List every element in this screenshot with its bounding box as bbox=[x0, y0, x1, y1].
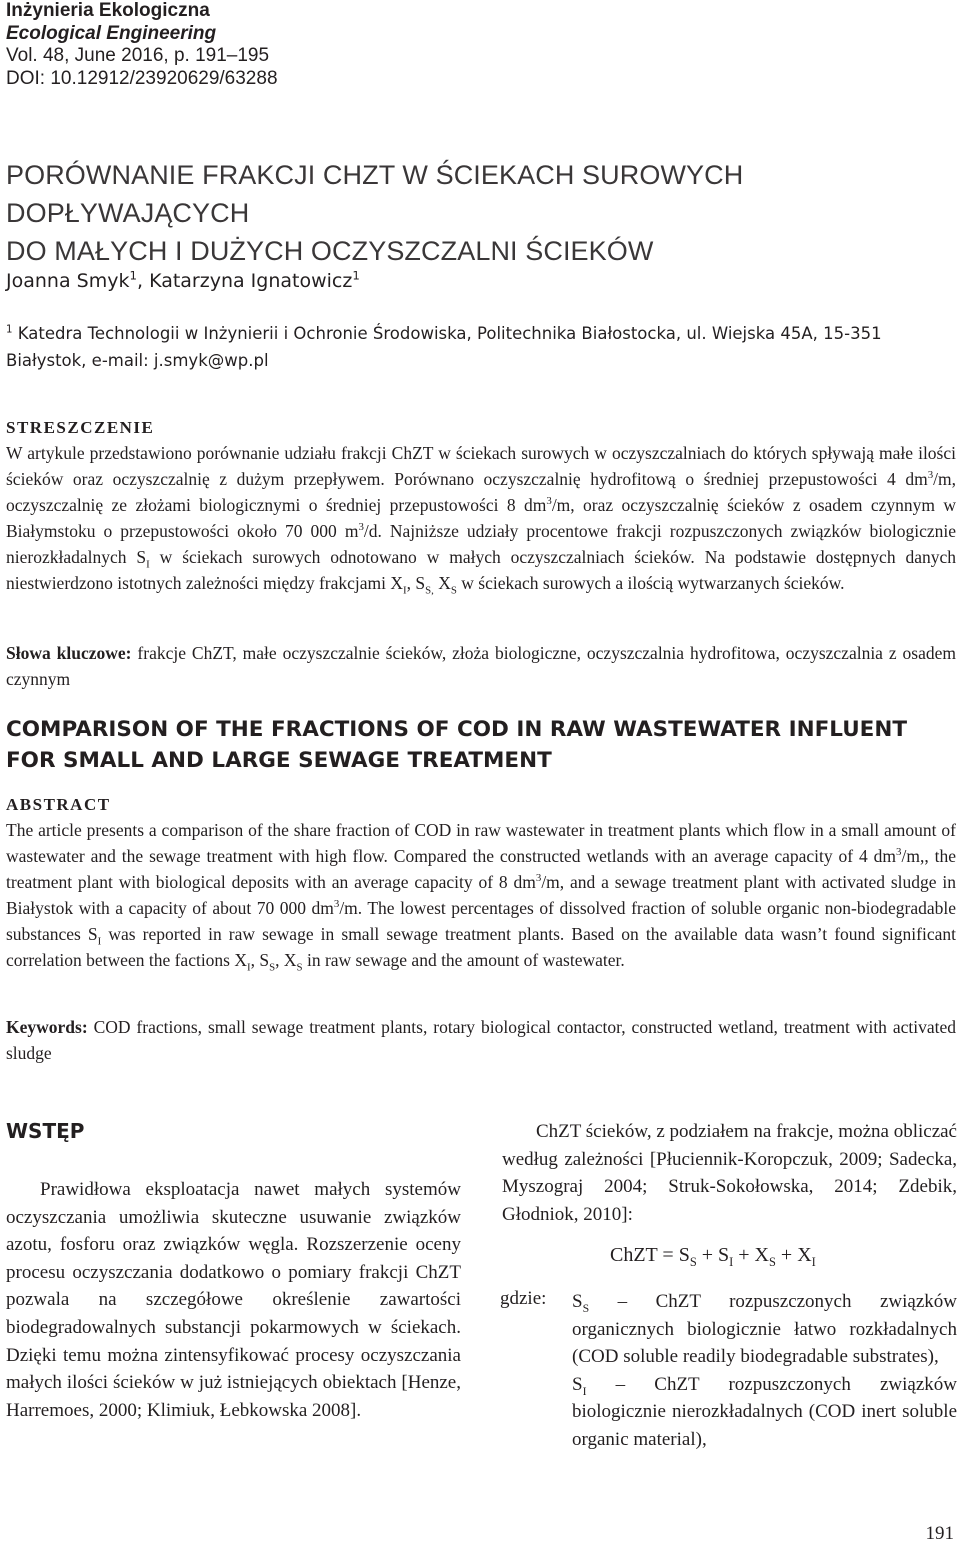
definition-symbol: S bbox=[572, 1291, 583, 1312]
streszczenie-heading: STRESZCZENIE bbox=[6, 418, 155, 437]
journal-name-en: Ecological Engineering bbox=[6, 22, 217, 44]
definition-symbol: S bbox=[572, 1373, 583, 1395]
keywords-en-label: Keywords: bbox=[6, 1017, 88, 1037]
subscript: I bbox=[582, 1384, 587, 1398]
streszczenie-run: W artykule przedstawiono porównanie udziału frakcji ChZT w ściekach surowych w oczyszczalniach do których spływają małe ilości ścieków oraz oczyszczalnię z dużym przepływem. Porównano oczyszczalnię hydrofitową o średniej przepustowości 4 dm bbox=[6, 443, 956, 489]
superscript: 3 bbox=[896, 846, 902, 859]
keywords-en bbox=[6, 1014, 956, 1066]
title-pl-line1: PORÓWNANIE FRAKCJI CHZT W ŚCIEKACH SUROWYCH DOPŁYWAJĄCYCH bbox=[6, 160, 744, 228]
page-number: 191 bbox=[925, 1523, 954, 1544]
affiliation bbox=[6, 320, 956, 374]
subscript: S bbox=[296, 961, 303, 974]
definitions-label: gdzie: bbox=[500, 1288, 547, 1309]
cod-formula bbox=[610, 1244, 816, 1267]
title-pl bbox=[6, 156, 956, 270]
abstract-run: was reported in raw sewage in small sewage treatment plants. Based on the available data wasn’t found significant correlation between the factions X bbox=[6, 924, 956, 970]
journal-volume: Vol. 48, June 2016, p. 191–195 bbox=[6, 45, 270, 66]
formula-part: ChZT = S bbox=[610, 1244, 690, 1266]
intro-paragraph-left: Prawidłowa eksploatacja nawet małych systemów oczyszczania umożliwia skuteczne usuwanie związków azotu, fosforu oraz związków węgla. Rozszerzenie oceny procesu oczyszczania dodatkowo o pomiary frakcji ChZT pozwala na szczegółowe określenie zawartości biodegradowalnych substancji pokarmowych w ściekach. Dzięki temu można zintensyfikować procesy oczyszczania małych ilości ścieków w już istniejących obiektach [Henze, Harremoes, 2000; Klimiuk, Łebkowska 2008]. bbox=[6, 1179, 461, 1421]
formula-part: + S bbox=[696, 1244, 730, 1266]
keywords-pl bbox=[6, 640, 956, 692]
abstract-run: , S bbox=[250, 950, 270, 970]
definition-ss bbox=[572, 1288, 957, 1371]
author-2: Katarzyna Ignatowicz bbox=[149, 270, 353, 292]
affiliation-text: Katedra Technologii w Inżynierii i Ochronie Środowiska, Politechnika Białostocka, ul. Wiejska 45A, 15-351 Białystok, e-mail: j.smyk@wp.pl bbox=[6, 324, 882, 370]
subscript: I bbox=[729, 1255, 734, 1269]
intro-left-column bbox=[6, 1176, 461, 1424]
title-en-line2: FOR SMALL AND LARGE SEWAGE TREATMENT bbox=[6, 748, 552, 773]
title-en-line1: COMPARISON OF THE FRACTIONS OF COD IN RAW WASTEWATER INFLUENT bbox=[6, 717, 908, 742]
title-pl-line2: DO MAŁYCH I DUŻYCH OCZYSZCZALNI ŚCIEKÓW bbox=[6, 236, 654, 266]
subscript: S bbox=[689, 1255, 697, 1269]
abstract-run: /m. The lowest percentages of dissolved fraction of soluble organic non-biodegradable substances S bbox=[6, 898, 956, 944]
affiliation-mark: 1 bbox=[6, 324, 13, 336]
keywords-pl-label: Słowa kluczowe: bbox=[6, 643, 132, 663]
streszczenie-text bbox=[6, 440, 956, 596]
superscript: 3 bbox=[333, 898, 340, 911]
abstract-run: /m, and a sewage treatment plant with activated sludge in Białystok with a capacity of about 70 000 dm bbox=[6, 872, 956, 918]
definition-text: – ChZT rozpuszczonych związków organicznych biologicznie łatwo rozkładalnych (COD soluble readily biodegradable substrates), bbox=[572, 1291, 957, 1368]
abstract-run: in raw sewage and the amount of wastewater. bbox=[302, 950, 625, 970]
author-1: Joanna Smyk bbox=[6, 270, 130, 292]
subscript: I bbox=[247, 961, 251, 974]
subscript: S bbox=[769, 1255, 776, 1269]
title-en bbox=[6, 714, 956, 776]
journal-header bbox=[6, 0, 278, 90]
keywords-pl-text: frakcje ChZT, małe oczyszczalnie ścieków, złoża biologiczne, oczyszczalnia hydrofitowa, oczyszczalnia z osadem czynnym bbox=[6, 643, 957, 689]
superscript: 3 bbox=[358, 521, 364, 534]
intro-right-column bbox=[502, 1118, 957, 1228]
streszczenie-run: w ściekach surowych a ilością wytwarzanych ścieków. bbox=[456, 573, 845, 593]
streszczenie-run: X bbox=[433, 573, 451, 593]
author-1-affil-mark: 1 bbox=[129, 268, 137, 283]
superscript: 3 bbox=[927, 469, 934, 482]
subscript: S bbox=[582, 1301, 590, 1315]
subscript: I bbox=[97, 935, 102, 948]
subscript: S bbox=[450, 584, 457, 597]
streszczenie-run: /m, oraz oczyszczalnię ścieków z osadem czynnym w Białymstoku o przepustowości około 70 000 m bbox=[6, 495, 956, 541]
abstract-heading: ABSTRACT bbox=[6, 795, 111, 814]
journal-name-pl: Inżynieria Ekologiczna bbox=[6, 0, 210, 21]
superscript: 3 bbox=[546, 495, 552, 508]
streszczenie-run: , S bbox=[406, 573, 426, 593]
definition-text: – ChZT rozpuszczonych związków biologicznie nierozkładalnych (COD inert soluble organic material), bbox=[572, 1373, 957, 1450]
streszczenie-run: w ściekach surowych odnotowano w małych oczyszczalniach ścieków. Na podstawie dostępnych danych niestwierdzono istotnych zależności między frakcjami X bbox=[6, 547, 957, 593]
subscript: I bbox=[403, 584, 407, 597]
abstract-text bbox=[6, 817, 956, 973]
subscript: S, bbox=[425, 584, 434, 597]
superscript: 3 bbox=[535, 872, 542, 885]
keywords-en-text: COD fractions, small sewage treatment plants, rotary biological contactor, constructed wetland, treatment with activated sludge bbox=[6, 1017, 956, 1063]
definition-si bbox=[572, 1371, 957, 1454]
author-separator: , bbox=[136, 270, 150, 292]
subscript: I bbox=[146, 558, 150, 571]
formula-part: + X bbox=[775, 1244, 812, 1266]
streszczenie-run: /m, oczyszczalnię ze złożami biologicznymi o średniej przepustowości 8 dm bbox=[6, 469, 956, 515]
formula-part: + X bbox=[733, 1244, 770, 1266]
abstract-run: The article presents a comparison of the share fraction of COD in raw wastewater in treatment plants which flow in a small amount of wastewater and the sewage treatment with high flow. Compared the constructed wetlands with an average capacity of 4 dm bbox=[6, 820, 956, 866]
author-2-affil-mark: 1 bbox=[352, 268, 360, 283]
intro-heading: WSTĘP bbox=[6, 1119, 85, 1143]
streszczenie-run: /d. Najniższe udziały procentowe frakcji rozpuszczonych związków biologicznie nierozkładalnych S bbox=[6, 521, 956, 567]
abstract-run: , X bbox=[275, 950, 297, 970]
subscript: S bbox=[269, 961, 276, 974]
subscript: I bbox=[811, 1255, 816, 1269]
abstract-run: /m,, the treatment plant with biological deposits with an average capacity of 8 dm bbox=[6, 846, 956, 892]
journal-doi: DOI: 10.12912/23920629/63288 bbox=[6, 67, 278, 89]
definitions-list bbox=[572, 1288, 957, 1454]
authors bbox=[6, 270, 360, 292]
intro-paragraph-right: ChZT ścieków, z podziałem na frakcje, można obliczać według zależności [Płuciennik-Koropczuk, 2009; Sadecka, Myszograj 2004; Struk-Sokołowska, 2014; Zdebik, Głodniok, 2010]: bbox=[502, 1121, 957, 1225]
